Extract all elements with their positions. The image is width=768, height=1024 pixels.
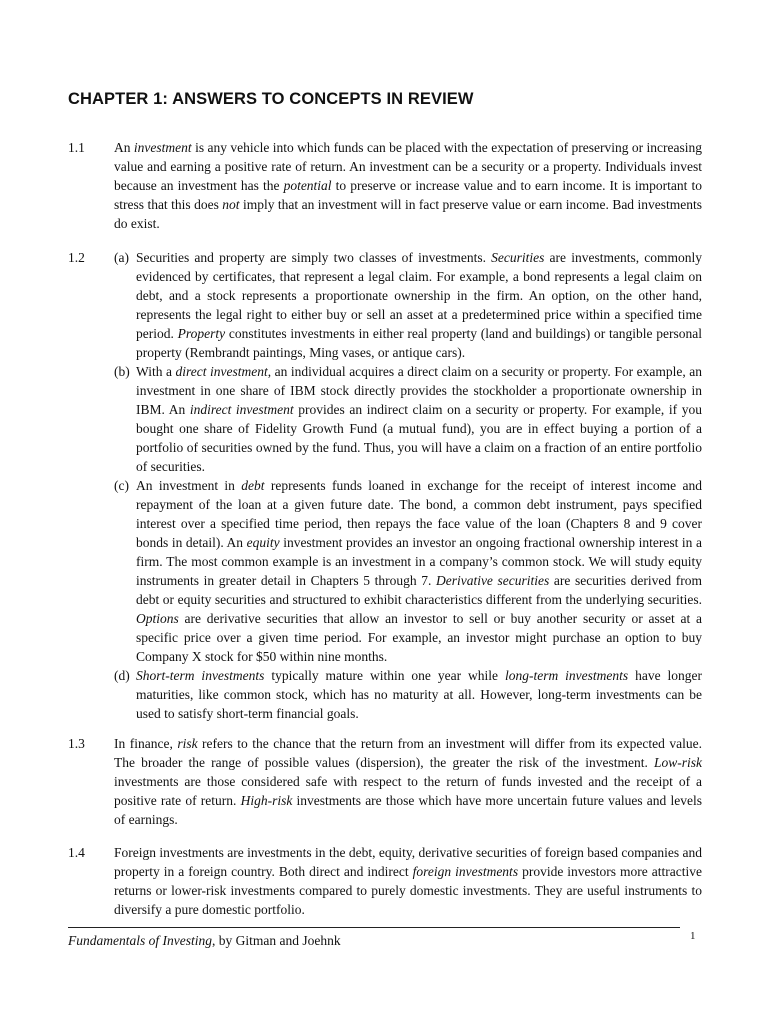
section-1-4 [68,843,702,919]
section-number: 1.2 [68,250,85,265]
chapter-title: CHAPTER 1: ANSWERS TO CONCEPTS IN REVIEW [68,90,474,108]
footer-citation: Fundamentals of Investing, by Gitman and Joehnk [68,933,341,948]
section-1-3 [68,734,702,829]
sub-item-label: (d) [114,668,130,683]
section-text [114,248,702,723]
section-number: 1.1 [68,140,85,155]
section-1-2 [68,248,702,723]
sub-item-c: (c) An investment in debt represents funds loaned in exchange for the receipt of interest income and repayment of the loan at a given future date. The bond, a common debt instrument, pays specified interest over a specified time period, then repays the face value of the loan (Chapters 8 and 9 cover bonds in detail). An equity investment provides an investor an ongoing fractional ownership interest in a firm. The most common example is an investment in a company’s common stock. We will study equity instruments in greater detail in Chapters 5 through 7. Derivative securities are securities derived from debt or equity securities and structured to exhibit characteristics different from the underlying securities. Options are derivative securities that allow an investor to sell or buy another security or asset at a specific price over a given time period. For example, an investor might purchase an option to buy Company X stock for $50 within nine months. [114,478,702,664]
sub-item-a: (a) Securities and property are simply two classes of investments. Securities are investments, commonly evidenced by certificates, that represent a legal claim. For example, a bond represents a legal claim on debt, and a stock represents a proportionate ownership in the firm. An option, on the other hand, represents the legal right to either buy or sell an asset at a predetermined price within a specified time period. Property constitutes investments in either real property (land and buildings) or tangible personal property (Rembrandt paintings, Ming vases, or antique cars). [114,250,702,360]
section-text: In finance, risk refers to the chance that the return from an investment will differ from its expected value. The broader the range of possible values (dispersion), the greater the risk of the investment. Low-risk investments are those considered safe with respect to the return of funds invested and the receipt of a positive rate of return. High-risk investments are those which have more uncertain future values and levels of earnings. [114,736,702,827]
sub-item-label: (c) [114,478,129,493]
sub-item-b: (b) With a direct investment, an individual acquires a direct claim on a security or property. For example, an investment in one share of IBM stock directly provides the stockholder a proportionate ownership in IBM. An indirect investment provides an indirect claim on a security or property. For example, if you bought one share of Fidelity Growth Fund (a mutual fund), you are in effect buying a portion of a portfolio of securities owned by the fund. Thus, you will have a claim on a fraction of an entire portfolio of securities. [114,364,702,474]
section-number: 1.4 [68,845,85,860]
sub-item-d: (d) Short-term investments typically mature within one year while long-term investments have longer maturities, like common stock, which has no maturity at all. However, long-term investments can be used to satisfy short-term financial goals. [114,668,702,721]
sub-item-label: (b) [114,364,130,379]
page-number: 1 [690,930,696,942]
footer-rule [68,927,680,928]
section-number: 1.3 [68,736,85,751]
section-text: An investment is any vehicle into which funds can be placed with the expectation of preserving or increasing value and earning a positive rate of return. An investment can be a security or a property. Individuals invest because an investment has the potential to preserve or increase value and to earn income. It is important to stress that this does not imply that an investment will in fact preserve value or earn income. Bad investments do exist. [114,140,703,231]
section-text: Foreign investments are investments in the debt, equity, derivative securities of foreign based companies and property in a foreign country. Both direct and indirect foreign investments provide investors more attractive returns or lower-risk investments compared to purely domestic investments. They are useful instruments to diversify a pure domestic portfolio. [114,845,702,917]
sub-item-label: (a) [114,250,129,265]
section-1-1 [68,138,702,233]
